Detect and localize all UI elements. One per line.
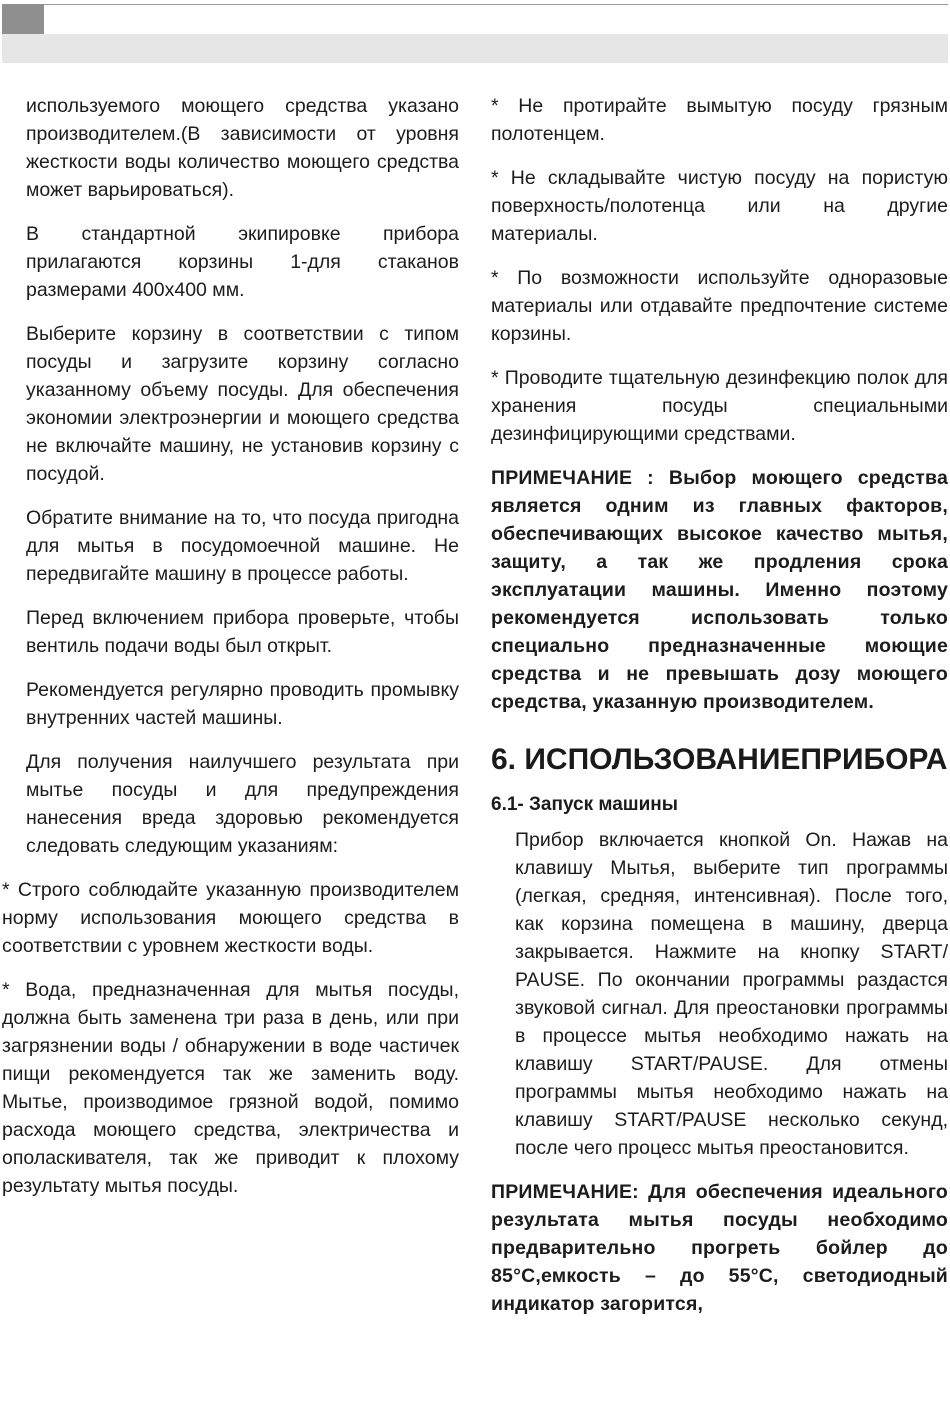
bullet-porous-surface: * Не складывайте чистую посуду на пористую поверхность/полотенца или на другие материалы. [491,167,948,245]
paragraph-recommendations-intro: Для получения наилучшего результата при мытье посуды и для предупреждения нанесения вреда здоровью рекомендуется следовать следующим указаниям: [26,751,459,857]
header-band [2,34,948,63]
paragraph-standard-equipment: В стандартной экипировке прибора прилагаются корзины 1-для стаканов размерами 400х400 мм. [26,223,459,301]
left-column [2,92,459,1216]
paragraph-select-basket: Выберите корзину в соответствии с типом посуды и загрузите корзину согласно указанному объему посуды. Для обеспечения экономии электроэнергии и моющего средства не включайте машину, не установив корзину с посудой. [26,323,459,485]
bullet-water-replacement: * Вода, предназначенная для мытья посуды, должна быть заменена три раза в день, или при загрязнении воды / обнаружении в воде частичек пищи рекомендуется так же заменить воду. Мытье, производимое грязной водой, помимо расхода моющего средства, электричества и ополаскивателя, так же приводит к плохому результату мытья посуды. [2,979,459,1197]
bullet-detergent-norm: * Строго соблюдайте указанную производителем норму использования моющего средства в соответствии с уровнем жесткости воды. [2,879,459,957]
page-header [0,0,950,64]
bullet-dirty-towel: * Не протирайте вымытую посуду грязным полотенцем. [491,95,948,145]
paragraph-rinse-interior: Рекомендуется регулярно проводить промывку внутренних частей машины. [26,679,459,729]
paragraph-detergent-amount: используемого моющего средства указано производителем.(В зависимости от уровня жесткости воды количество моющего средства может варьироваться). [26,95,459,201]
section-title: 6. ИСПОЛЬЗОВАНИЕПРИБОРА [491,743,948,776]
paragraph-water-valve: Перед включением прибора проверьте, чтобы вентиль подачи воды был открыт. [26,607,459,657]
paragraph-start-machine: Прибор включается кнопкой On. Нажав на клавишу Мытья, выберите тип программы (легкая, средняя, интенсивная). После того, как корзина помещена в машину, дверца закрывается. Нажмите на кнопку START/ PAUSE. По окончании программы раздастся звуковой сигнал. Для преостановки программы в процессе мытья необходимо нажать на клавишу START/PAUSE. Для отмены программы мытья необходимо нажать на клавишу START/PAUSE несколько секунд, после чего процесс мытья преостановится. [515,829,948,1159]
header-corner-block [2,4,44,34]
header-rule [44,4,948,5]
bullet-disposable-materials: * По возможности используйте одноразовые материалы или отдавайте предпочтение системе корзины. [491,267,948,345]
note-detergent-choice: ПРИМЕЧАНИЕ : Выбор моющего средства является одним из главных факторов, обеспечивающих высокое качество мытья, защиту, а так же продления срока эксплуатации машины. Именно поэтому рекомендуется использовать только специально предназначенные моющие средства и не превышать дозу моющего средства, указанную производителем. [491,467,948,713]
right-column [491,92,948,1334]
bullet-disinfection: * Проводите тщательную дезинфекцию полок для хранения посуды специальными дезинфицирующими средствами. [491,367,948,445]
note-preheat: ПРИМЕЧАНИЕ: Для обеспечения идеального результата мытья посуды необходимо предварительно прогреть бойлер до 85°C,емкость – до 55°C, светодиодный индикатор загорится, [491,1181,948,1315]
subsection-title: 6.1- Запуск машины [491,794,679,815]
paragraph-dish-suitability: Обратите внимание на то, что посуда пригодна для мытья в посудомоечной машине. Не передвигайте машину в процессе работы. [26,507,459,585]
